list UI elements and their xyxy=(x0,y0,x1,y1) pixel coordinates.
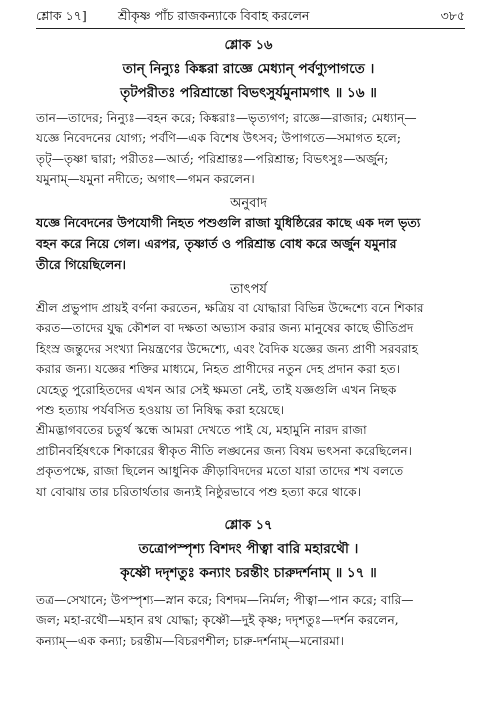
synonym-line: তত্র—সেখানে; উপস্পৃশ্য—স্নান করে; বিশদম—নির্মল; পীত্বা—পান করে; বারি— xyxy=(36,593,414,607)
synonym-line: তৃট্—তৃষ্ণা দ্বারা; পরীতঃ—আর্ত; পরিশ্রান্তঃ—পরিশ্রান্ত; বিভৎসুঃ—অর্জুন; xyxy=(36,151,389,166)
purport-heading: তাৎপর্য xyxy=(230,282,267,297)
running-header xyxy=(36,6,465,28)
purport-line: হিংস্র জন্তুদের সংখ্যা নিয়ন্ত্রণের উদ্দেশ্যে, এবং বৈদিক যজ্ঞের জন্য প্রাণী সরবরাহ xyxy=(36,341,418,356)
verse-17-line-2: কৃষ্ণৌ দদৃশতুঃ কন্যাং চরন্তীং চারুদর্শনাম্ ॥ ১৭ ॥ xyxy=(120,565,377,581)
purport-line: শ্রীল প্রভুপাদ প্রায়ই বর্ণনা করতেন, ক্ষত্রিয় বা যোদ্ধারা বিভিন্ন উদ্দেশ্যে বনে শিকার xyxy=(36,301,424,315)
purport-line: যেহেতু পুরোহিতদের এখন আর সেই ক্ষমতা নেই, তাই যজ্ঞগুলি এখন নিছক xyxy=(36,382,397,397)
purport-line: প্রকৃতপক্ষে, রাজা ছিলেন আধুনিক ক্রীড়াবিদদের মতো যারা তাদের শখ বলতে xyxy=(36,464,404,479)
synonym-line: যমুনাম্—যমুনা নদীতে; অগাৎ—গমন করলেন। xyxy=(36,172,255,187)
verse-16-line-2: তৃটপরীতঃ পরিশ্রান্তো বিভৎসুর্যমুনামগাৎ ॥ ১৬ ॥ xyxy=(120,85,377,101)
verse-16-heading: শ্লোক ১৬ xyxy=(224,38,273,53)
translation-line: যজ্ঞে নিবেদনের উপযোগী নিহত পশুগুলি রাজা যুধিষ্ঠিরের কাছে এক দল ভৃত্য xyxy=(36,215,421,230)
verse-16-line-1: তান্ নিন্যুঃ কিঙ্করা রাজ্ঞে মেধ্যান্ পর্বণ্যুপাগতে । xyxy=(122,61,375,77)
purport-line: করার জন্য। যজ্ঞের শক্তির মাধ্যমে, নিহত প্রাণীদের নতুন দেহ প্রদান করা হত। xyxy=(36,362,401,377)
header-verse-ref: শ্লোক ১৭] xyxy=(36,8,87,23)
verse-16-purport xyxy=(36,298,465,502)
synonym-line: জল; মহা-রথৌ—মহান রথ যোদ্ধা; কৃষ্ণৌ—দুই কৃষ্ণ; দদৃশতুঃ—দর্শন করলেন, xyxy=(36,613,399,628)
page-number: ৩৮৫ xyxy=(440,8,465,23)
synonym-line: কন্যাম্—এক কন্যা; চরন্তীম—বিচরণশীল; চারু-দর্শনাম্—মনোরমা। xyxy=(36,633,344,648)
header-chapter-title: শ্রীকৃষ্ণ পাঁচ রাজকন্যাকে বিবাহ করলেন xyxy=(118,8,310,23)
verse-16-translation xyxy=(36,212,465,275)
translation-heading: অনুবাদ xyxy=(230,196,267,211)
translation-line: তীরে গিয়েছিলেন। xyxy=(36,257,126,272)
verse-17-heading: শ্লোক ১৭ xyxy=(224,518,273,533)
purport-line: শ্রীমদ্ভাগবতের চতুর্থ স্কন্ধে আমরা দেখতে পাই যে, মহামুনি নারদ রাজা xyxy=(36,423,367,438)
synonym-line: তান—তাদের; নিন্যুঃ—বহন করে; কিঙ্করাঃ—ভৃত্যগণ; রাজ্ঞে—রাজার; মেধ্যান্— xyxy=(36,111,417,125)
purport-line: করত—তাদের যুদ্ধ কৌশল বা দক্ষতা অভ্যাস করার জন্য মানুষের কাছে ভীতিপ্রদ xyxy=(36,321,414,336)
header-rule xyxy=(36,28,465,29)
verse-17-line-1: তত্রোপস্পৃশ্য বিশদং পীত্বা বারি মহারথৌ । xyxy=(138,541,359,557)
verse-17-synonyms xyxy=(36,590,465,651)
purport-line: প্রাচীনবর্হিষৎকে শিকারের স্বীকৃত নীতি লঙ্ঘনের জন্য বিষম ভৎসনা করেছিলেন। xyxy=(36,443,412,458)
purport-line: পশু হত্যায় পর্যবসিত হওয়ায় তা নিষিদ্ধ করা হয়েছে। xyxy=(36,403,285,418)
purport-line: যা বোঝায় তার চরিতার্থতার জন্যই নিষ্ঠুরভাবে পশু হত্যা করে থাকে। xyxy=(36,484,362,499)
translation-line: বহন করে নিয়ে গেল। এরপর, তৃষ্ণার্ত ও পরিশ্রান্ত বোধ করে অর্জুন যমুনার xyxy=(36,236,397,251)
verse-16-synonyms xyxy=(36,108,465,190)
synonym-line: যজ্ঞে নিবেদনের যোগ্য; পর্বণি—এক বিশেষ উৎসব; উপাগতে—সমাগত হলে; xyxy=(36,131,401,146)
